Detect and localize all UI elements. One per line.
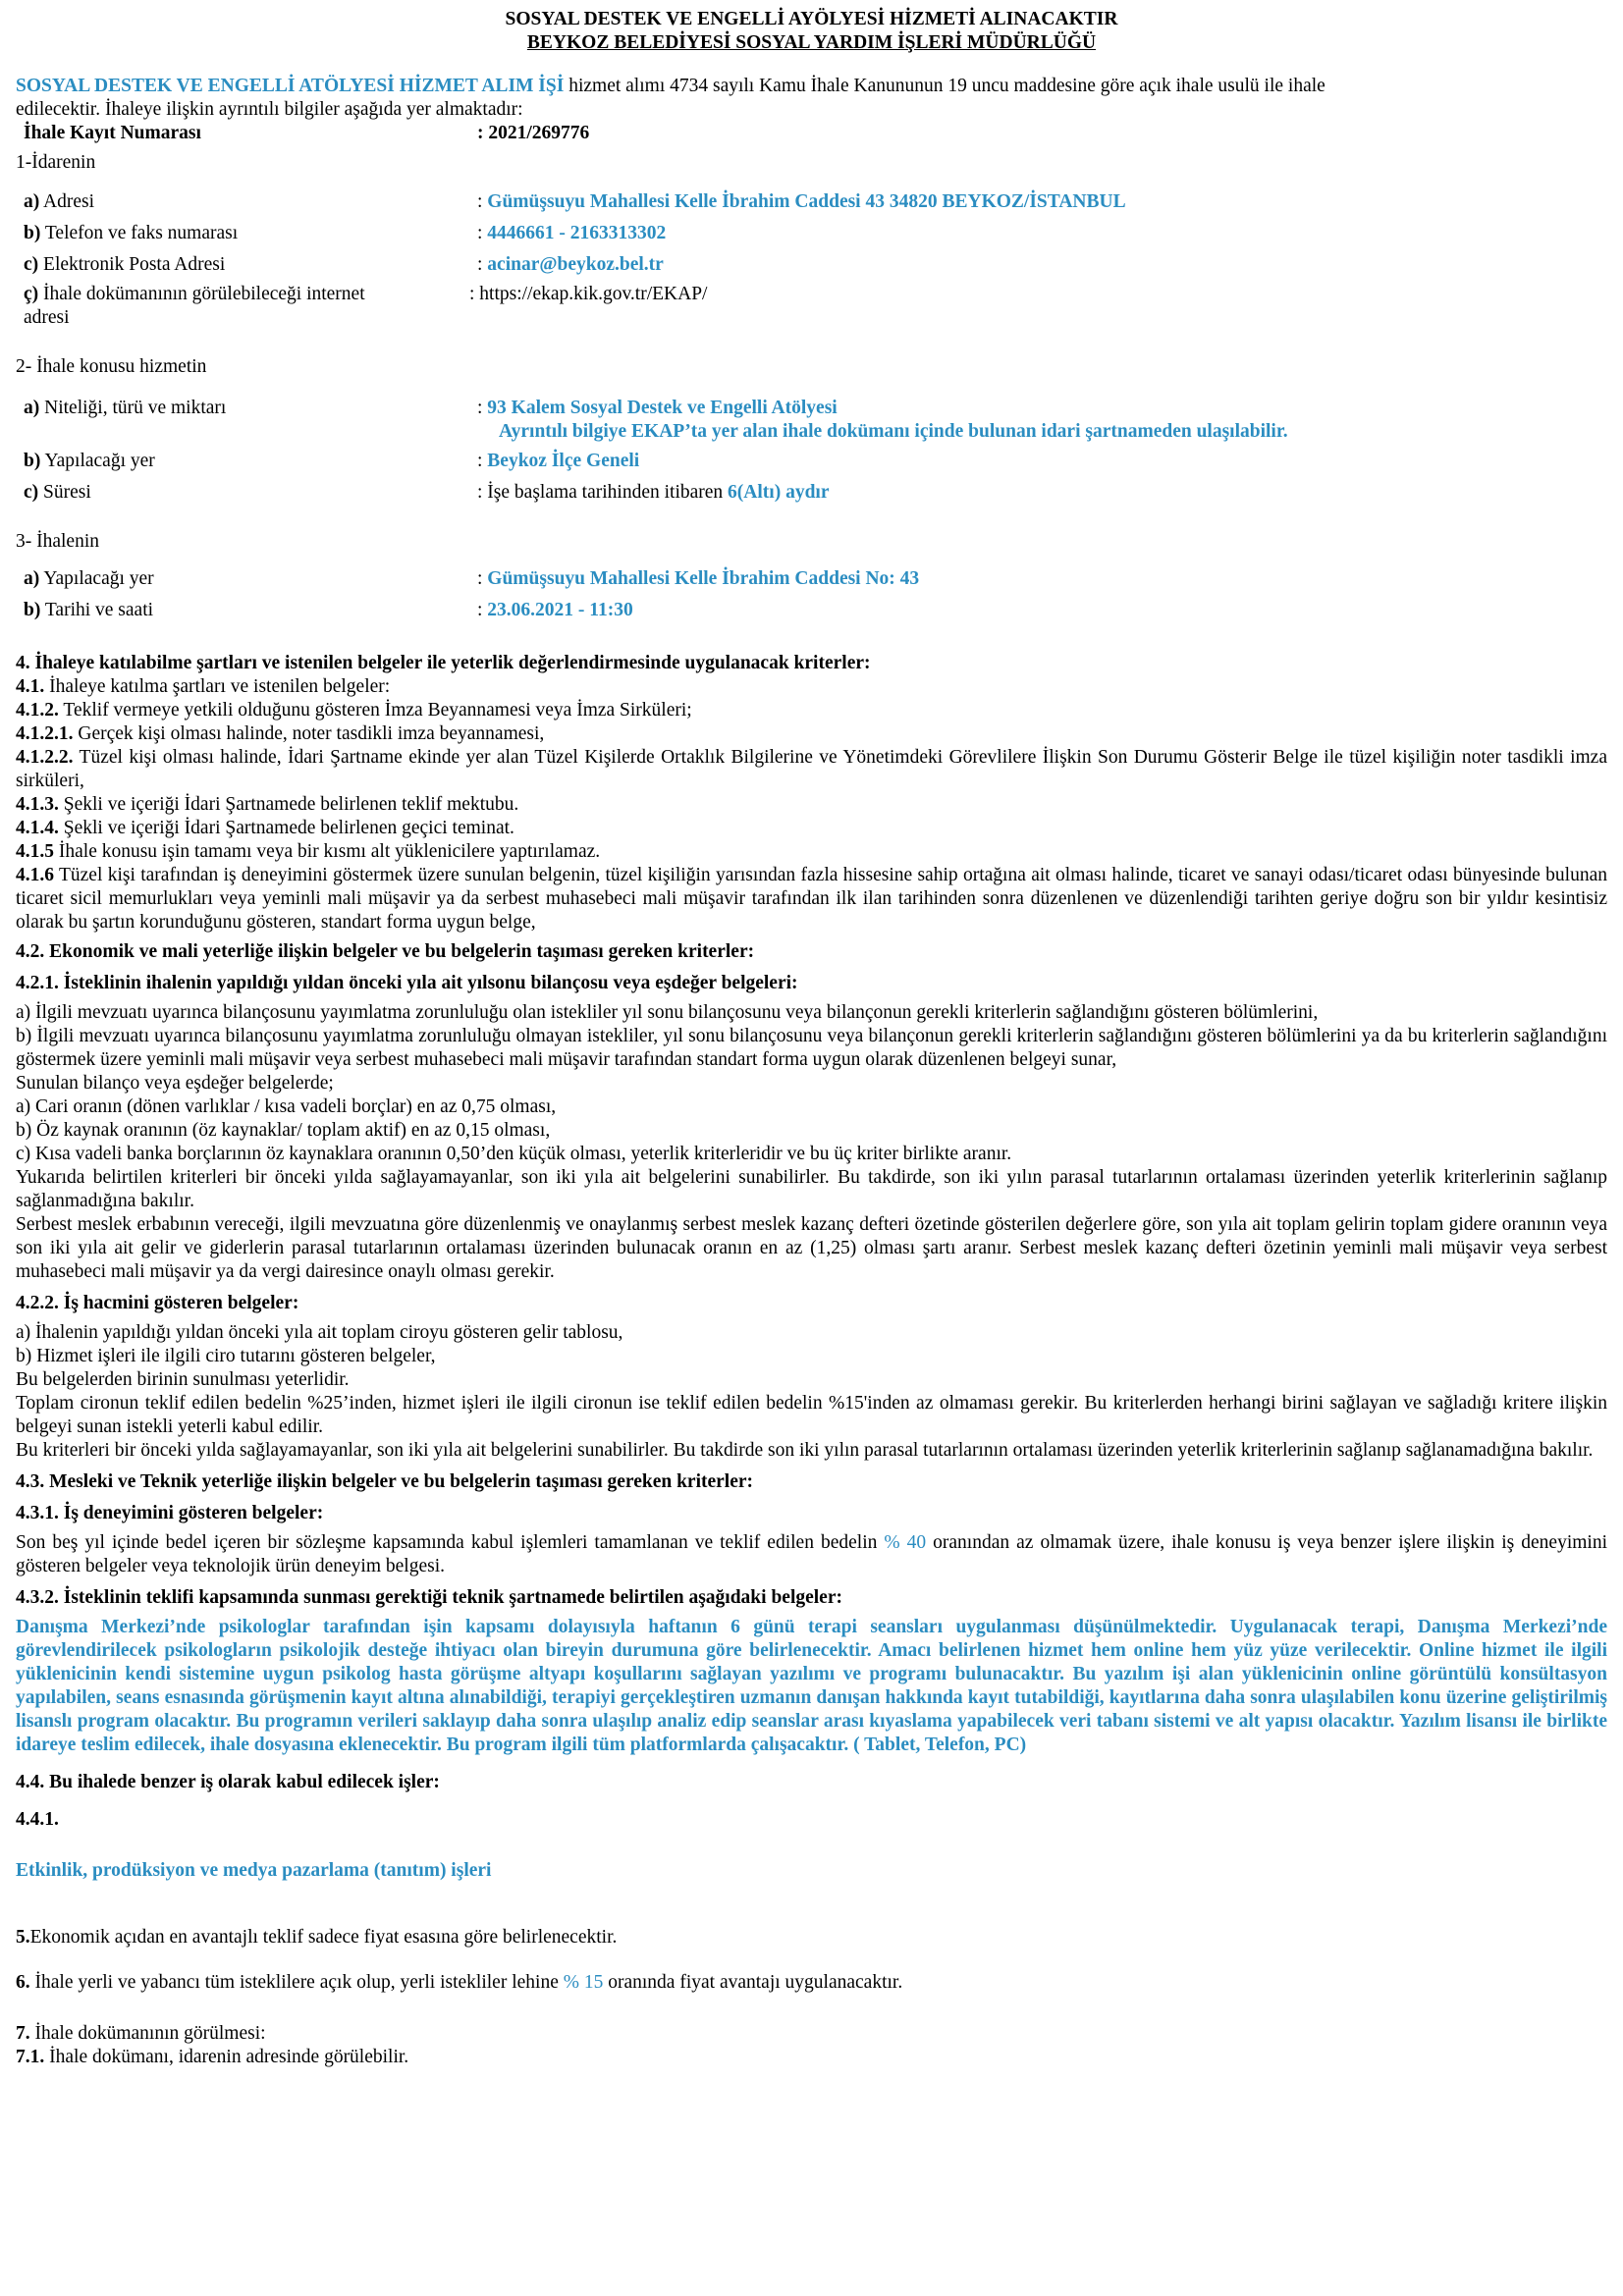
hizmet-place-value: Beykoz İlçe Geneli: [487, 451, 640, 471]
hizmet-duration-row: [16, 481, 1607, 505]
idare-phone-key: b): [24, 223, 41, 243]
s6-number: 6.: [16, 1972, 30, 1993]
intro-highlight: SOSYAL DESTEK VE ENGELLİ ATÖLYESİ HİZMET ALIM İŞİ: [16, 76, 565, 96]
s44-similar-works: Etkinlik, prodüksiyon ve medya pazarlama (tanıtım) işleri: [16, 1860, 492, 1881]
s4-item: [16, 793, 1607, 817]
hizmet-duration-pre: İşe başlama tarihinden itibaren: [487, 482, 729, 503]
s422-paragraph: Bu belgelerden birinin sunulması yeterlidir.: [16, 1369, 350, 1390]
idare-phone-sep: :: [477, 223, 488, 243]
ihale-kayit-value: : 2021/269776: [477, 123, 590, 143]
ihale-place-label: Yapılacağı yer: [39, 568, 154, 589]
ihale-place-key: a): [24, 568, 40, 589]
hizmet-duration-value: 6(Altı) aydır: [728, 482, 830, 503]
section-4-heading: 4. İhaleye katılabilme şartları ve istenilen belgeler ile yeterlik değerlendirmesinde uygulanacak kriterler:: [16, 653, 871, 673]
s6-text-a: İhale yerli ve yabancı tüm isteklilere açık olup, yerli istekliler lehine: [29, 1972, 564, 1993]
s7-1-number: 7.1.: [16, 2047, 45, 2067]
s4-item-text: İhaleye katılma şartları ve istenilen belgeler:: [44, 676, 391, 697]
section-4-4-heading: 4.4. Bu ihalede benzer iş olarak kabul edilecek işler:: [16, 1772, 440, 1792]
ihale-place-value: Gümüşsuyu Mahallesi Kelle İbrahim Caddesi No: 43: [487, 568, 920, 589]
section-2-heading: 2- İhale konusu hizmetin: [16, 356, 207, 377]
s4-item: [16, 722, 1607, 746]
section-7-1: [16, 2046, 1607, 2069]
section-4-2-2-heading: 4.2.2. İş hacmini gösteren belgeler:: [16, 1293, 299, 1313]
s42-paragraph: Sunulan bilanço veya eşdeğer belgelerde;: [16, 1073, 334, 1094]
idare-email-value: acinar@beykoz.bel.tr: [487, 254, 664, 275]
section-6: [16, 1971, 1607, 1995]
hizmet-nature-label: Niteliği, türü ve miktarı: [39, 398, 227, 418]
section-4-3-heading: 4.3. Mesleki ve Teknik yeterliğe ilişkin belgeler ve bu belgelerin taşıması gereken kriterler:: [16, 1471, 754, 1492]
section-5: [16, 1926, 1607, 1949]
ihale-date-label: Tarihi ve saati: [40, 600, 154, 620]
idare-phone-row: [16, 222, 1607, 245]
idare-email-key: c): [24, 254, 39, 275]
s4-item-number: 4.1.2.1.: [16, 723, 74, 744]
hizmet-duration-key: c): [24, 482, 39, 503]
s422-paragraph: b) Hizmet işleri ile ilgili ciro tutarını gösteren belgeler,: [16, 1346, 436, 1366]
s4-item-number: 4.1.3.: [16, 794, 59, 815]
hizmet-nature-row: [16, 397, 1607, 444]
hizmet-place-key: b): [24, 451, 41, 471]
hizmet-nature-value: 93 Kalem Sosyal Destek ve Engelli Atölyesi: [487, 398, 838, 418]
section-7: [16, 2022, 1607, 2046]
idare-web-row: [16, 283, 1607, 330]
s7-number: 7.: [16, 2023, 30, 2044]
idare-email-label: Elektronik Posta Adresi: [38, 254, 226, 275]
idare-email-row: [16, 253, 1607, 277]
idare-phone-value: 4446661 - 2163313302: [487, 223, 667, 243]
ihale-date-value: 23.06.2021 - 11:30: [487, 600, 633, 620]
s4-item-number: 4.1.6: [16, 865, 54, 885]
idare-web-label-2: adresi: [24, 307, 70, 328]
idare-web-key: ç): [24, 284, 39, 304]
section-4-2-heading: 4.2. Ekonomik ve mali yeterliğe ilişkin belgeler ve bu belgelerin taşıması gereken kriterler:: [16, 941, 755, 962]
hizmet-nature-value-2: Ayrıntılı bilgiye EKAP’ta yer alan ihale dokümanı içinde bulunan idari şartnameden ulaşılabilir.: [499, 421, 1288, 442]
s4-item-text: Tüzel kişi olması halinde, İdari Şartname ekinde yer alan Tüzel Kişilerde Ortaklık Bilgilerine ve Yönetimdeki Görevlilere İlişkin Son Durumu Gösterir Belge ile tüzel kişiliğin noter tasdikli imza sirküleri,: [16, 747, 1607, 791]
s4-item-text: Tüzel kişi tarafından iş deneyimini göstermek üzere sunulan belgenin, tüzel kişiliğin yarısından fazla hissesine sahip ortağına ait olması halinde, ticaret ve sanayi odası/ticaret odası bünyesinde bulunan ticaret sicil memurlukları veya yeminli mali müşavir ya da serbest muhasebeci mali müşavir tarafından ilk ilan tarihinden sonra düzenlenen ve düzenlendiği tarihten geriye doğru son bir yıldır kesintisiz olarak bu şartın korunduğunu gösteren, standart forma uygun belge,: [16, 865, 1607, 933]
s4-item-number: 4.1.: [16, 676, 45, 697]
document-subtitle: BEYKOZ BELEDİYESİ SOSYAL YARDIM İŞLERİ MÜDÜRLÜĞÜ: [526, 32, 1097, 53]
idare-email-sep: :: [477, 254, 488, 275]
s422-paragraph: Toplam cironun teklif edilen bedelin %25’inden, hizmet işleri ile ilgili cironun ise teklif edilen bedelin %15'inden az olmaması gerekir. Bu kriterlerden herhangi birini sağlayan ve sağladığı kritere ilişkin belgeyi sunan istekli yeterli kabul edilir.: [16, 1393, 1607, 1437]
intro-paragraph: [16, 75, 1607, 122]
hizmet-duration-sep: :: [477, 482, 488, 503]
intro-text-1: hizmet alımı 4734 sayılı Kamu İhale Kanununun 19 uncu maddesine göre açık ihale usulü ile ihale: [564, 76, 1325, 96]
ihale-kayit-label: İhale Kayıt Numarası: [24, 123, 201, 143]
s4-item-text: Teklif vermeye yetkili olduğunu gösteren İmza Beyannamesi veya İmza Sirküleri;: [58, 700, 692, 721]
idare-web-value[interactable]: https://ekap.kik.gov.tr/EKAP/: [479, 284, 708, 304]
s4-item-text: Şekli ve içeriği İdari Şartnamede belirlenen geçici teminat.: [58, 818, 514, 838]
s4-item-number: 4.1.5: [16, 841, 54, 862]
s4-item-text: Şekli ve içeriği İdari Şartnamede belirlenen teklif mektubu.: [58, 794, 519, 815]
idare-address-key: a): [24, 191, 40, 212]
s422-paragraph: Bu kriterleri bir önceki yılda sağlayamayanlar, son iki yıla ait belgelerini sunabilirler. Bu takdirde son iki yılın parasal tutarlarının ortalaması üzerinden yeterlik kriterlerinin sağlanıp sağlanamadığına bakılır.: [16, 1440, 1594, 1461]
s42-paragraph: a) İlgili mevzuatı uyarınca bilançosunu yayımlatma zorunluluğu olan istekliler yıl sonu bilançosunu veya bilançonun gerekli kriterlerin sağlandığını gösteren bölümlerini,: [16, 1002, 1319, 1023]
s42-paragraph: c) Kısa vadeli banka borçlarının öz kaynaklara oranının 0,50’den küçük olması, yeterlik kriterleridir ve bu üç kriter birlikte aranır.: [16, 1144, 1012, 1164]
s4-item-text: İhale konusu işin tamamı veya bir kısmı alt yüklenicilere yaptırılamaz.: [54, 841, 601, 862]
s7-text: İhale dokümanının görülmesi:: [29, 2023, 266, 2044]
s4-item-number: 4.1.2.2.: [16, 747, 74, 768]
s4-item: [16, 675, 1607, 699]
idare-address-label: Adresi: [39, 191, 95, 212]
s422-paragraph: a) İhalenin yapıldığı yıldan önceki yıla ait toplam ciroyu gösteren gelir tablosu,: [16, 1322, 623, 1343]
ihale-kayit-row: [24, 122, 1607, 145]
s42-paragraph: Serbest meslek erbabının vereceği, ilgili mevzuatına göre düzenlenmiş ve onaylanmış serbest meslek kazanç defteri özetinde gösterilen değerlere göre, son yıla ait toplam gelirin toplam gidere oranının veya son iki yıla ait gelir ve giderlerin parasal tutarlarının ortalaması üzerinden bulunacak oranın en az (1,25) olması şartı aranır. Serbest meslek kazanç defteri özetinin yeminli mali müşavir veya serbest muhasebeci mali müşavir ya da vergi dairesince onaylı olması gerekir.: [16, 1214, 1607, 1282]
s4-item: [16, 864, 1607, 934]
s4-item-number: 4.1.2.: [16, 700, 59, 721]
ihale-date-sep: :: [477, 600, 488, 620]
ihale-place-sep: :: [477, 568, 488, 589]
idare-address-row: [16, 190, 1607, 214]
ihale-place-row: [16, 567, 1607, 591]
document-page: [16, 8, 1607, 2069]
s42-paragraph: Yukarıda belirtilen kriterleri bir önceki yılda sağlayamayanlar, son iki yıla ait belgelerini sunabilirler. Bu takdirde, son iki yılın parasal tutarlarının ortalaması üzerinden yeterlik kriterlerinin sağlanıp sağlanmadığına bakılır.: [16, 1167, 1607, 1211]
s4-item: [16, 746, 1607, 793]
s4-item-number: 4.1.4.: [16, 818, 59, 838]
idare-address-value: Gümüşsuyu Mahallesi Kelle İbrahim Caddesi 43 34820 BEYKOZ/İSTANBUL: [487, 191, 1126, 212]
section-4-3-2-heading: 4.3.2. İsteklinin teklifi kapsamında sunması gerektiği teknik şartnamede belirtilen aşağıdaki belgeler:: [16, 1587, 842, 1608]
s43-experience-paragraph: [16, 1531, 1607, 1578]
s7-1-text: İhale dokümanı, idarenin adresinde görülebilir.: [44, 2047, 409, 2067]
hizmet-nature-sep: :: [477, 398, 488, 418]
s43-technical-paragraph: Danışma Merkezi’nde psikologlar tarafından işin kapsamı dolayısıyla haftanın 6 günü terapi seansları uygulanması düşünülmektedir. Uygulanacak terapi, Danışma Merkezi’nde görevlendirilecek psikologların psikolojik desteğe ihtiyacı olan bireyin durumuna göre belirlenecektir. Amacı belirlenen hizmet hem online hem yüz yüze verilecektir. Online hizmet ile ilgili yüklenicinin kendi sistemine uygun psikolog hasta görüşme altyapı koşullarını sağlayan yazılımı ve programı bulunacaktır. Bu yazılım işi alan yüklenicinin online görüntülü konsültasyon yapılabilen, seans esnasında görüşmenin kayıt altına alınabildiği, terapiyi gerçekleştiren uzmanın danışan hakkında kayıt tutabildiği, kayıtlarına daha sonra ulaşılabilen konu üzerine geliştirilmiş lisanslı program olacaktır. Bu programın verileri saklayıp daha sonra ulaşılıp analiz edip seanslar arası kıyaslama yapabilecek veri tabanı sistemi ve alt yapısı olacaktır. Yazılım lisansı ile birlikte idareye teslim edilecek, ihale dosyasına eklenecektir. Bu program ilgili tüm platformlarda çalışacaktır. ( Tablet, Telefon, PC): [16, 1617, 1607, 1755]
s4-item-text: Gerçek kişi olması halinde, noter tasdikli imza beyannamesi,: [73, 723, 545, 744]
s4-item: [16, 817, 1607, 840]
section-1-heading: 1-İdarenin: [16, 152, 96, 173]
hizmet-nature-key: a): [24, 398, 40, 418]
s42-paragraph: a) Cari oranın (dönen varlıklar / kısa vadeli borçlar) en az 0,75 olması,: [16, 1096, 557, 1117]
section-3-heading: 3- İhalenin: [16, 531, 100, 552]
s42-paragraph: b) Öz kaynak oranının (öz kaynaklar/ toplam aktif) en az 0,15 olması,: [16, 1120, 551, 1141]
document-title: SOSYAL DESTEK VE ENGELLİ AYÖLYESİ HİZMETİ ALINACAKTIR: [505, 9, 1118, 29]
s4-item: [16, 699, 1607, 722]
hizmet-place-row: [16, 450, 1607, 473]
ihale-date-row: [16, 599, 1607, 622]
ihale-date-key: b): [24, 600, 41, 620]
intro-text-2: edilecektir. İhaleye ilişkin ayrıntılı bilgiler aşağıda yer almaktadır:: [16, 99, 523, 120]
hizmet-place-sep: :: [477, 451, 488, 471]
s5-text: Ekonomik açıdan en avantajlı teklif sadece fiyat esasına göre belirlenecektir.: [29, 1927, 618, 1948]
s43-p1-text-a: Son beş yıl içinde bedel içeren bir sözleşme kapsamında kabul işlemleri tamamlanan ve teklif edilen bedelin: [16, 1532, 885, 1553]
section-4-2-1-heading: 4.2.1. İsteklinin ihalenin yapıldığı yıldan önceki yıla ait yılsonu bilançosu veya eşdeğer belgeleri:: [16, 973, 798, 993]
section-4-4-1-heading: 4.4.1.: [16, 1809, 59, 1830]
hizmet-duration-label: Süresi: [38, 482, 91, 503]
s43-p1-text-b: oranından az olmamak üzere, ihale konusu iş veya benzer işlere ilişkin iş deneyimini gösteren belgeler veya teknolojik ürün deneyim belgesi.: [16, 1532, 1607, 1576]
section-4-3-1-heading: 4.3.1. İş deneyimini gösteren belgeler:: [16, 1503, 324, 1523]
s6-percent: % 15: [563, 1972, 604, 1993]
hizmet-place-label: Yapılacağı yer: [40, 451, 155, 471]
s43-p1-percent: % 40: [884, 1532, 927, 1553]
s6-text-b: oranında fiyat avantajı uygulanacaktır.: [603, 1972, 903, 1993]
idare-web-label: İhale dokümanının görülebileceği internet: [38, 284, 365, 304]
idare-web-sep: :: [469, 284, 480, 304]
s5-number: 5.: [16, 1927, 30, 1948]
idare-address-sep: :: [477, 191, 488, 212]
s4-item: [16, 840, 1607, 864]
idare-phone-label: Telefon ve faks numarası: [40, 223, 239, 243]
s42-paragraph: b) İlgili mevzuatı uyarınca bilançosunu yayımlatma zorunluluğu olmayan istekliler, yıl sonu bilançosunu veya bilançonun gerekli kriterlerin sağlandığını gösteren bölümlerini ya da bu kriterlerin sağlandığını göstermek üzere yeminli mali müşavir veya serbest muhasebeci mali müşavir tarafından standart forma uygun olarak düzenlenen belgeyi sunar,: [16, 1026, 1607, 1070]
